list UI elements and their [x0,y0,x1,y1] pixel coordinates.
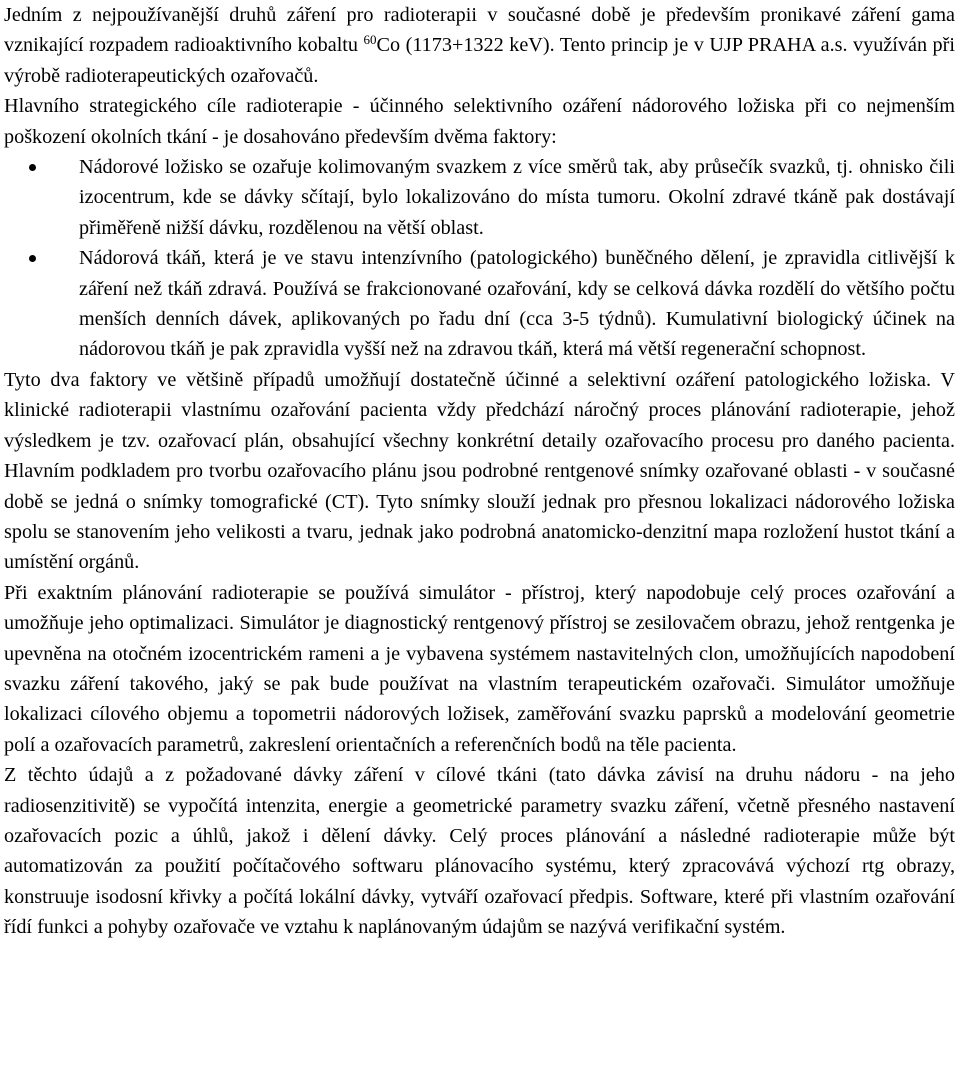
list-item [4,152,955,243]
isotope-mass-number: 60 [363,32,377,48]
factor-list [4,152,955,365]
bullet-icon [29,164,36,171]
software-paragraph: Z těchto údajů a z požadované dávky záření v cílové tkáni (tato dávka závisí na druhu nádoru - na jeho radiosenzitivitě) se vypočítá intenzita, energie a geometrické parametry svazku záření, včetně přesného nastavení ozařovacích pozic a úhlů, jakož i dělení dávky. Celý proces plánování a následné radioterapie může být automatizován za použití počítačového softwaru plánovacího systému, který zpracovává výchozí rtg obrazy, konstruuje isodosní křivky a počítá lokální dávky, vytváří ozařovací předpis. Software, které při vlastním ozařování řídí funkci a pohyby ozařovače ve vztahu k naplánovaným údajům se nazývá verifikační systém. [4,764,955,939]
list-item-text: Nádorová tkáň, která je ve stavu intenzívního (patologického) buněčného dělení, je zpravidla citlivější k záření než tkáň zdravá. Používá se frakcionované ozařování, kdy se celková dávka rozdělí do většího počtu menších denních dávek, aplikovaných po řadu dní (cca 3-5 týdnů). Kumulativní biologický účinek na nádorovou tkáň je pak zpravidla vyšší než na zdravou tkáň, která má větší regenerační schopnost. [79,247,955,361]
intro-text-end: Co (1173+1322 keV). Tento princip je v UJP PRAHA a.s. využíván při výrobě radioterapeutických ozařovačů. [4,34,955,87]
bullet-icon [29,255,36,262]
simulator-paragraph: Při exaktním plánování radioterapie se používá simulátor - přístroj, který napodobuje celý proces ozařování a umožňuje jeho optimalizaci. Simulátor je diagnostický rentgenový přístroj se zesilovačem obrazu, jehož rentgenka je upevněna na otočném izocentrickém rameni a je vybavena systémem nastavitelných clon, umožňujících napodobení svazku záření takového, jaký se pak bude používat na vlastním terapeutickém ozařovači. Simulátor umožňuje lokalizaci cílového objemu a topometrii nádorových ložisek, zaměřování svazku paprsků a modelování geometrie polí a ozařovacích parametrů, zakreslení orientačních a referenčních bodů na těle pacienta. [4,581,955,756]
strategy-paragraph: Hlavního strategického cíle radioterapie - účinného selektivního ozáření nádorového ložiska při co nejmenším poškození okolních tkání - je dosahováno především dvěma faktory: [4,95,955,148]
intro-text-start: Jedním z nejpoužívanější druhů záření pro radioterapii v současné době je především pronikavé záření gama vznikající rozpadem radioaktivního kobaltu [4,4,955,57]
intro-paragraph [4,0,955,91]
list-item-text: Nádorové ložisko se ozařuje kolimovaným svazkem z více směrů tak, aby průsečík svazků, tj. ohnisko čili izocentrum, kde se dávky sčítají, bylo lokalizováno do místa tumoru. Okolní zdravé tkáně pak dostávají přiměřeně nižší dávku, rozdělenou na větší oblast. [79,156,955,239]
list-item [4,243,955,365]
planning-paragraph: Tyto dva faktory ve většině případů umožňují dostatečně účinné a selektivní ozáření patologického ložiska. V klinické radioterapii vlastnímu ozařování pacienta vždy předchází náročný proces plánování radioterapie, jehož výsledkem je tzv. ozařovací plán, obsahující všechny konkrétní detaily ozařovacího procesu pro daného pacienta. Hlavním podkladem pro tvorbu ozařovacího plánu jsou podrobné rentgenové snímky ozařované oblasti - v současné době se jedná o snímky tomografické (CT). Tyto snímky slouží jednak pro přesnou lokalizaci nádorového ložiska spolu se stanovením jeho velikosti a tvaru, jednak jako podrobná anatomicko-denzitní mapa rozložení hustot tkání a umístění orgánů. [4,368,955,574]
